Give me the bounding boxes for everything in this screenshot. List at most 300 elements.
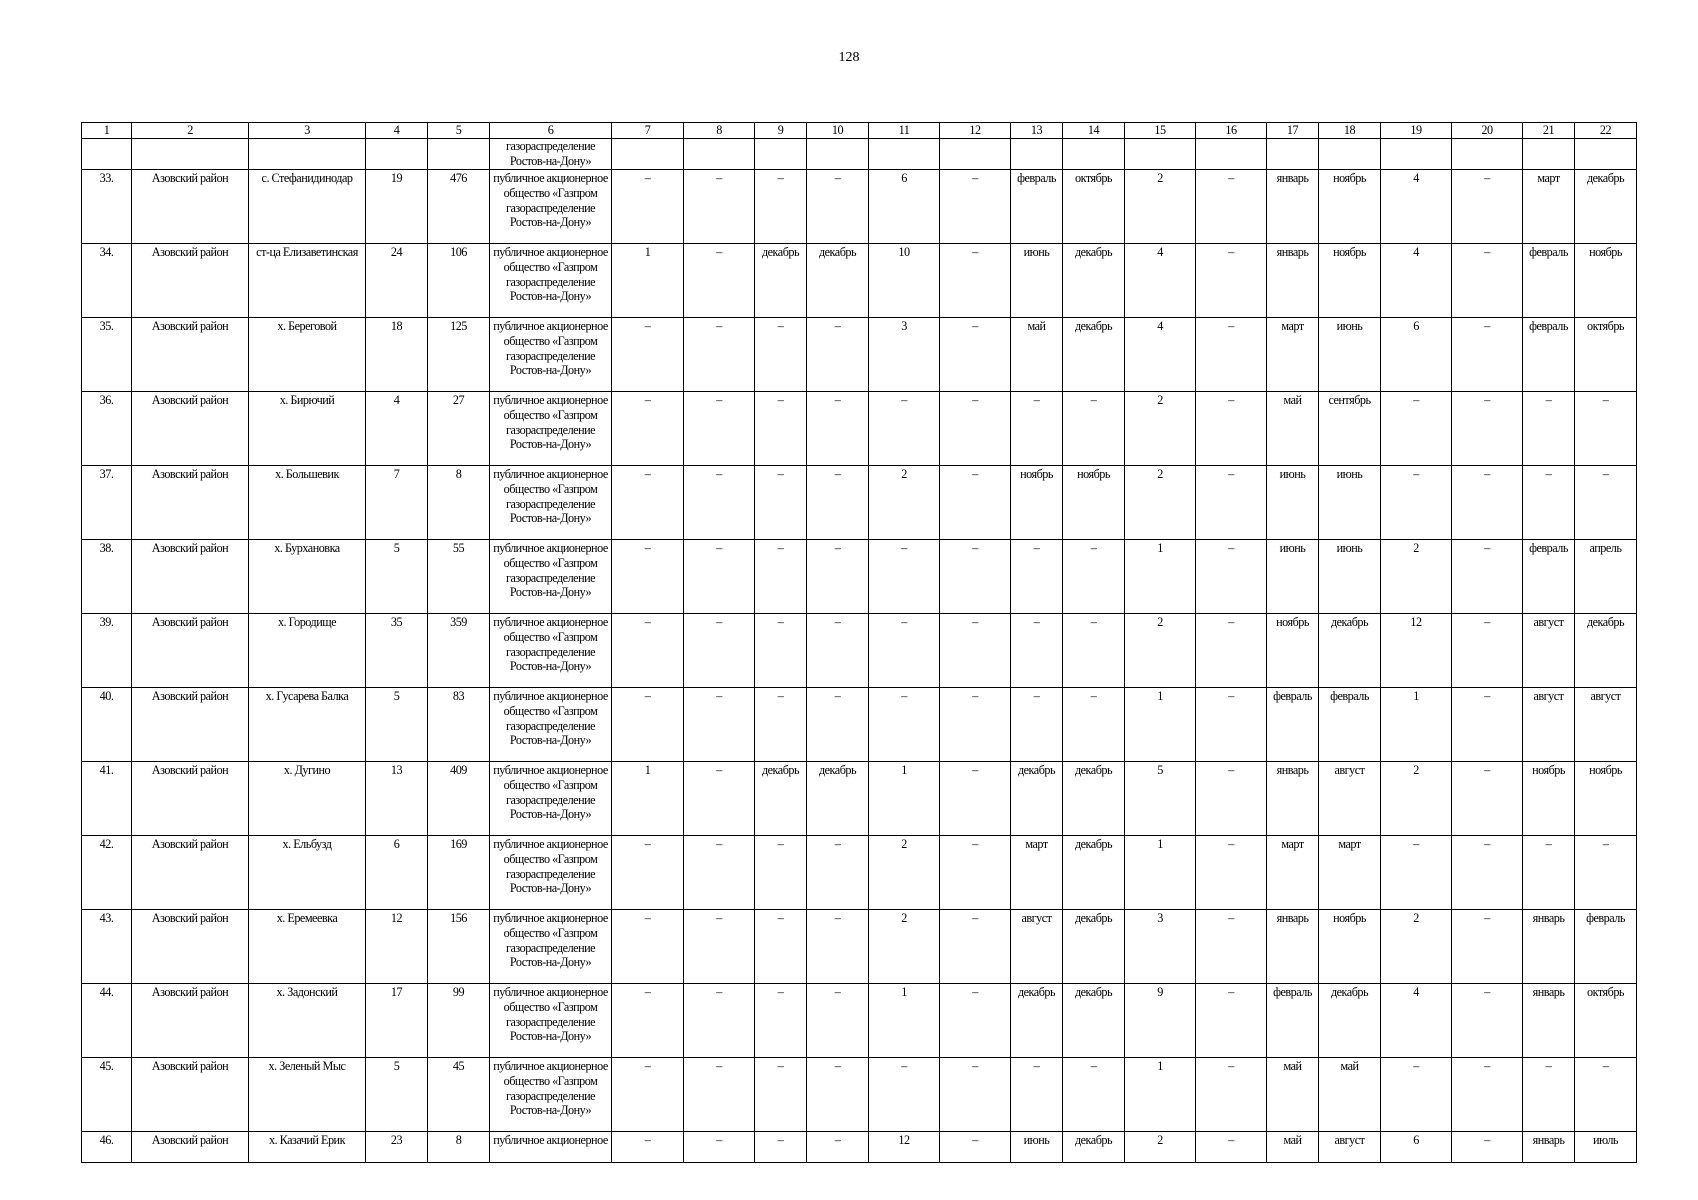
table-cell-col-3: ст-ца Елизаветинская — [249, 244, 366, 318]
table-cell-col-1: 44. — [82, 984, 132, 1058]
table-cell-col-12: – — [940, 614, 1011, 688]
table-cell-col-3: х. Гусарева Балка — [249, 688, 366, 762]
table-cell-col-21: – — [1523, 466, 1575, 540]
table-cell-col-19 — [1381, 139, 1452, 170]
table-cell-col-17: май — [1267, 1058, 1319, 1132]
column-number-header: 11 — [869, 123, 940, 139]
table-cell-col-10 — [807, 139, 869, 170]
table-cell-col-5: 45 — [428, 1058, 490, 1132]
table-cell-col-4: 5 — [366, 540, 428, 614]
table-cell-col-16: – — [1196, 762, 1267, 836]
column-number-header: 15 — [1125, 123, 1196, 139]
table-cell-col-17: ноябрь — [1267, 614, 1319, 688]
table-cell-col-19: 6 — [1381, 318, 1452, 392]
gas-schedule-table — [81, 122, 1637, 1163]
table-cell-col-20: – — [1452, 170, 1523, 244]
table-cell-col-10: – — [807, 910, 869, 984]
table-cell-col-12: – — [940, 244, 1011, 318]
table-cell-col-20: – — [1452, 540, 1523, 614]
table-cell-col-20: – — [1452, 836, 1523, 910]
table-cell-col-14: октябрь — [1063, 170, 1125, 244]
table-cell-col-3: х. Задонский — [249, 984, 366, 1058]
table-cell-col-17: январь — [1267, 762, 1319, 836]
table-cell-col-11: 1 — [869, 984, 940, 1058]
table-cell-col-1: 46. — [82, 1132, 132, 1163]
table-cell-col-11: – — [869, 1058, 940, 1132]
table-cell-col-8: – — [684, 910, 755, 984]
table-cell-col-1: 42. — [82, 836, 132, 910]
table-cell-col-6: публичное акционерное общество «Газпром газораспределение Ростов-на-Дону» — [490, 244, 612, 318]
table-cell-col-2: Азовский район — [132, 984, 249, 1058]
table-cell-col-8: – — [684, 318, 755, 392]
table-cell-col-4: 6 — [366, 836, 428, 910]
table-cell-col-18: июнь — [1319, 318, 1381, 392]
table-cell-col-13: – — [1011, 1058, 1063, 1132]
column-number-header: 20 — [1452, 123, 1523, 139]
table-cell-col-1: 37. — [82, 466, 132, 540]
table-cell-col-21: ноябрь — [1523, 762, 1575, 836]
table-row — [82, 910, 1637, 984]
table-cell-col-4: 18 — [366, 318, 428, 392]
table-cell-col-2: Азовский район — [132, 540, 249, 614]
table-cell-col-13: август — [1011, 910, 1063, 984]
column-number-header: 12 — [940, 123, 1011, 139]
table-cell-col-1: 35. — [82, 318, 132, 392]
table-cell-col-16: – — [1196, 614, 1267, 688]
table-cell-col-3: х. Береговой — [249, 318, 366, 392]
table-cell-col-9: декабрь — [755, 762, 807, 836]
table-cell-col-15: 2 — [1125, 1132, 1196, 1163]
table-cell-col-9: декабрь — [755, 244, 807, 318]
table-cell-col-10: декабрь — [807, 762, 869, 836]
table-cell-col-17: январь — [1267, 170, 1319, 244]
table-cell-col-16: – — [1196, 984, 1267, 1058]
table-cell-col-9: – — [755, 318, 807, 392]
column-number-header: 8 — [684, 123, 755, 139]
table-cell-col-1: 36. — [82, 392, 132, 466]
table-cell-col-9: – — [755, 688, 807, 762]
table-cell-col-18: август — [1319, 762, 1381, 836]
table-cell-col-16: – — [1196, 244, 1267, 318]
table-cell-col-5: 83 — [428, 688, 490, 762]
table-cell-col-14: декабрь — [1063, 984, 1125, 1058]
table-cell-col-10: – — [807, 1132, 869, 1163]
table-cell-col-2: Азовский район — [132, 244, 249, 318]
table-cell-col-13: – — [1011, 540, 1063, 614]
table-cell-col-19: 4 — [1381, 170, 1452, 244]
table-cell-col-14: декабрь — [1063, 244, 1125, 318]
table-cell-col-6: публичное акционерное общество «Газпром газораспределение Ростов-на-Дону» — [490, 540, 612, 614]
table-cell-col-4: 17 — [366, 984, 428, 1058]
table-cell-col-15: 2 — [1125, 170, 1196, 244]
table-cell-col-9: – — [755, 466, 807, 540]
table-cell-col-18: декабрь — [1319, 984, 1381, 1058]
table-cell-col-21: февраль — [1523, 244, 1575, 318]
table-row — [82, 466, 1637, 540]
table-cell-col-4: 4 — [366, 392, 428, 466]
table-cell-col-21 — [1523, 139, 1575, 170]
table-cell-col-19: 2 — [1381, 762, 1452, 836]
table-cell-col-18 — [1319, 139, 1381, 170]
table-cell-col-5: 106 — [428, 244, 490, 318]
table-cell-col-7: – — [612, 688, 684, 762]
table-cell-col-5: 156 — [428, 910, 490, 984]
table-cell-col-20: – — [1452, 1132, 1523, 1163]
table-cell-col-16: – — [1196, 392, 1267, 466]
table-cell-col-8: – — [684, 984, 755, 1058]
table-cell-col-22: ноябрь — [1575, 244, 1637, 318]
table-cell-col-9: – — [755, 1132, 807, 1163]
table-cell-col-11: 3 — [869, 318, 940, 392]
table-cell-col-3: х. Еремеевка — [249, 910, 366, 984]
table-cell-col-6: публичное акционерное общество «Газпром газораспределение Ростов-на-Дону» — [490, 466, 612, 540]
table-cell-col-12: – — [940, 318, 1011, 392]
table-cell-col-21: – — [1523, 392, 1575, 466]
table-cell-col-10: – — [807, 688, 869, 762]
table-cell-col-8: – — [684, 614, 755, 688]
table-cell-col-22: август — [1575, 688, 1637, 762]
table-cell-col-5: 8 — [428, 466, 490, 540]
table-cell-col-18: май — [1319, 1058, 1381, 1132]
table-cell-col-19: 6 — [1381, 1132, 1452, 1163]
table-cell-col-14: декабрь — [1063, 836, 1125, 910]
table-cell-col-17: февраль — [1267, 984, 1319, 1058]
table-cell-col-22: октябрь — [1575, 318, 1637, 392]
table-cell-col-13: март — [1011, 836, 1063, 910]
table-cell-col-14: – — [1063, 540, 1125, 614]
table-cell-col-6: публичное акционерное — [490, 1132, 612, 1163]
table-cell-col-22: – — [1575, 392, 1637, 466]
table-cell-col-6: публичное акционерное общество «Газпром газораспределение Ростов-на-Дону» — [490, 1058, 612, 1132]
table-cell-col-13: ноябрь — [1011, 466, 1063, 540]
table-cell-col-15: 2 — [1125, 466, 1196, 540]
table-cell-col-2: Азовский район — [132, 762, 249, 836]
table-cell-col-1: 33. — [82, 170, 132, 244]
table-cell-col-22: апрель — [1575, 540, 1637, 614]
table-cell-col-7: – — [612, 540, 684, 614]
table-cell-col-9: – — [755, 1058, 807, 1132]
column-number-header: 6 — [490, 123, 612, 139]
table-cell-col-7: – — [612, 170, 684, 244]
table-cell-col-13: декабрь — [1011, 984, 1063, 1058]
table-row — [82, 1132, 1637, 1163]
column-number-header: 16 — [1196, 123, 1267, 139]
table-cell-col-8: – — [684, 836, 755, 910]
table-cell-col-12: – — [940, 392, 1011, 466]
table-cell-col-17: май — [1267, 1132, 1319, 1163]
table-cell-col-12: – — [940, 540, 1011, 614]
table-cell-col-1: 43. — [82, 910, 132, 984]
table-cell-col-12 — [940, 139, 1011, 170]
table-row — [82, 318, 1637, 392]
table-cell-col-17: февраль — [1267, 688, 1319, 762]
table-cell-col-5: 409 — [428, 762, 490, 836]
table-cell-col-19: 2 — [1381, 540, 1452, 614]
table-cell-col-2: Азовский район — [132, 318, 249, 392]
column-number-header: 21 — [1523, 123, 1575, 139]
table-cell-col-17: июнь — [1267, 466, 1319, 540]
table-cell-col-3: х. Зеленый Мыс — [249, 1058, 366, 1132]
table-row — [82, 170, 1637, 244]
table-cell-col-13: – — [1011, 614, 1063, 688]
table-cell-col-14: декабрь — [1063, 762, 1125, 836]
table-cell-col-17: март — [1267, 836, 1319, 910]
table-cell-col-2: Азовский район — [132, 392, 249, 466]
table-cell-col-18: ноябрь — [1319, 244, 1381, 318]
table-cell-col-11: 1 — [869, 762, 940, 836]
table-cell-col-20: – — [1452, 910, 1523, 984]
table-cell-col-2: Азовский район — [132, 1058, 249, 1132]
table-cell-col-1: 39. — [82, 614, 132, 688]
table-cell-col-13: июнь — [1011, 1132, 1063, 1163]
table-cell-col-10: – — [807, 170, 869, 244]
column-number-header: 18 — [1319, 123, 1381, 139]
table-cell-col-8: – — [684, 466, 755, 540]
column-number-header: 10 — [807, 123, 869, 139]
table-cell-col-13 — [1011, 139, 1063, 170]
table-cell-col-8 — [684, 139, 755, 170]
table-cell-col-10: – — [807, 836, 869, 910]
table-cell-col-21: январь — [1523, 984, 1575, 1058]
table-cell-col-22: декабрь — [1575, 614, 1637, 688]
table-cell-col-22: – — [1575, 466, 1637, 540]
table-cell-col-13: июнь — [1011, 244, 1063, 318]
table-cell-col-11: – — [869, 392, 940, 466]
table-cell-col-12: – — [940, 688, 1011, 762]
column-number-header: 17 — [1267, 123, 1319, 139]
column-number-header: 3 — [249, 123, 366, 139]
table-cell-col-18: июнь — [1319, 466, 1381, 540]
table-cell-col-3: с. Стефанидинодар — [249, 170, 366, 244]
table-row — [82, 984, 1637, 1058]
table-cell-col-22 — [1575, 139, 1637, 170]
table-cell-col-20: – — [1452, 984, 1523, 1058]
table-cell-col-20: – — [1452, 318, 1523, 392]
table-cell-col-6: публичное акционерное общество «Газпром газораспределение Ростов-на-Дону» — [490, 392, 612, 466]
table-cell-col-7: – — [612, 910, 684, 984]
table-cell-col-10: – — [807, 1058, 869, 1132]
table-cell-col-8: – — [684, 762, 755, 836]
table-cell-col-19: 12 — [1381, 614, 1452, 688]
table-cell-col-16: – — [1196, 1058, 1267, 1132]
table-cell-col-1: 34. — [82, 244, 132, 318]
table-cell-col-6: публичное акционерное общество «Газпром газораспределение Ростов-на-Дону» — [490, 170, 612, 244]
table-cell-col-15: 1 — [1125, 540, 1196, 614]
table-cell-col-9: – — [755, 540, 807, 614]
table-cell-col-7: – — [612, 392, 684, 466]
table-cell-col-2: Азовский район — [132, 1132, 249, 1163]
table-cell-col-1: 41. — [82, 762, 132, 836]
table-cell-col-11 — [869, 139, 940, 170]
table-cell-col-21: август — [1523, 688, 1575, 762]
table-cell-col-22: ноябрь — [1575, 762, 1637, 836]
table-cell-col-22: – — [1575, 1058, 1637, 1132]
table-cell-col-20: – — [1452, 1058, 1523, 1132]
table-cell-col-1: 38. — [82, 540, 132, 614]
table-cell-col-12: – — [940, 762, 1011, 836]
table-cell-col-21: февраль — [1523, 318, 1575, 392]
table-cell-col-19: 4 — [1381, 984, 1452, 1058]
table-cell-col-7 — [612, 139, 684, 170]
table-cell-col-12: – — [940, 1058, 1011, 1132]
table-cell-col-4: 12 — [366, 910, 428, 984]
table-cell-col-15: 4 — [1125, 318, 1196, 392]
column-number-header: 14 — [1063, 123, 1125, 139]
table-cell-col-10: декабрь — [807, 244, 869, 318]
table-cell-col-8: – — [684, 540, 755, 614]
column-number-header: 13 — [1011, 123, 1063, 139]
table-cell-col-16: – — [1196, 466, 1267, 540]
table-cell-col-13: февраль — [1011, 170, 1063, 244]
table-row — [82, 836, 1637, 910]
table-cell-col-7: – — [612, 614, 684, 688]
table-cell-col-20: – — [1452, 688, 1523, 762]
table-cell-col-9: – — [755, 984, 807, 1058]
table-cell-col-4: 13 — [366, 762, 428, 836]
table-cell-col-11: 2 — [869, 836, 940, 910]
table-cell-col-20: – — [1452, 392, 1523, 466]
table-cell-col-21: январь — [1523, 910, 1575, 984]
table-cell-col-11: 12 — [869, 1132, 940, 1163]
table-cell-col-18: ноябрь — [1319, 910, 1381, 984]
table-cell-col-14: декабрь — [1063, 318, 1125, 392]
table-cell-col-21: март — [1523, 170, 1575, 244]
table-cell-col-14 — [1063, 139, 1125, 170]
table-cell-col-4: 5 — [366, 1058, 428, 1132]
table-cell-col-9: – — [755, 836, 807, 910]
table-cell-col-6: публичное акционерное общество «Газпром газораспределение Ростов-на-Дону» — [490, 318, 612, 392]
table-cell-col-5: 27 — [428, 392, 490, 466]
table-cell-col-5: 476 — [428, 170, 490, 244]
column-number-header: 1 — [82, 123, 132, 139]
continuation-row — [82, 139, 1637, 170]
table-cell-col-20: – — [1452, 762, 1523, 836]
table-cell-col-6: газораспределение Ростов-на-Дону» — [490, 139, 612, 170]
table-cell-col-5: 359 — [428, 614, 490, 688]
table-cell-col-17: март — [1267, 318, 1319, 392]
table-cell-col-3 — [249, 139, 366, 170]
table-cell-col-1: 45. — [82, 1058, 132, 1132]
table-cell-col-4: 7 — [366, 466, 428, 540]
table-cell-col-16 — [1196, 139, 1267, 170]
table-cell-col-9: – — [755, 910, 807, 984]
table-cell-col-14: – — [1063, 688, 1125, 762]
table-cell-col-18: ноябрь — [1319, 170, 1381, 244]
table-cell-col-22: декабрь — [1575, 170, 1637, 244]
table-cell-col-18: июнь — [1319, 540, 1381, 614]
table-cell-col-3: х. Бурхановка — [249, 540, 366, 614]
table-cell-col-11: 6 — [869, 170, 940, 244]
table-cell-col-18: февраль — [1319, 688, 1381, 762]
table-cell-col-12: – — [940, 836, 1011, 910]
table-cell-col-15: 1 — [1125, 688, 1196, 762]
table-cell-col-12: – — [940, 466, 1011, 540]
table-cell-col-7: – — [612, 1058, 684, 1132]
table-cell-col-5 — [428, 139, 490, 170]
table-cell-col-15: 2 — [1125, 392, 1196, 466]
table-cell-col-7: – — [612, 836, 684, 910]
table-cell-col-14: декабрь — [1063, 910, 1125, 984]
table-cell-col-7: 1 — [612, 244, 684, 318]
table-cell-col-19: – — [1381, 836, 1452, 910]
table-cell-col-18: март — [1319, 836, 1381, 910]
table-cell-col-5: 169 — [428, 836, 490, 910]
table-cell-col-21: январь — [1523, 1132, 1575, 1163]
table-cell-col-10: – — [807, 984, 869, 1058]
table-cell-col-8: – — [684, 170, 755, 244]
table-cell-col-15: 3 — [1125, 910, 1196, 984]
table-cell-col-22: июль — [1575, 1132, 1637, 1163]
table-row — [82, 1058, 1637, 1132]
table-cell-col-17: январь — [1267, 910, 1319, 984]
table-cell-col-8: – — [684, 392, 755, 466]
table-cell-col-7: – — [612, 984, 684, 1058]
table-cell-col-18: август — [1319, 1132, 1381, 1163]
table-cell-col-19: 2 — [1381, 910, 1452, 984]
table-row — [82, 688, 1637, 762]
table-cell-col-8: – — [684, 244, 755, 318]
table-cell-col-5: 8 — [428, 1132, 490, 1163]
table-cell-col-6: публичное акционерное общество «Газпром газораспределение Ростов-на-Дону» — [490, 762, 612, 836]
table-cell-col-12: – — [940, 170, 1011, 244]
table-cell-col-15: 9 — [1125, 984, 1196, 1058]
table-cell-col-10: – — [807, 540, 869, 614]
table-cell-col-4: 5 — [366, 688, 428, 762]
table-cell-col-8: – — [684, 1058, 755, 1132]
table-cell-col-11: – — [869, 540, 940, 614]
table-cell-col-15: 1 — [1125, 836, 1196, 910]
table-cell-col-20: – — [1452, 466, 1523, 540]
table-cell-col-7: – — [612, 1132, 684, 1163]
table-cell-col-18: декабрь — [1319, 614, 1381, 688]
table-cell-col-2 — [132, 139, 249, 170]
table-cell-col-7: 1 — [612, 762, 684, 836]
table-cell-col-2: Азовский район — [132, 688, 249, 762]
table-cell-col-4 — [366, 139, 428, 170]
table-cell-col-16: – — [1196, 170, 1267, 244]
table-cell-col-11: 2 — [869, 910, 940, 984]
table-cell-col-16: – — [1196, 318, 1267, 392]
table-cell-col-6: публичное акционерное общество «Газпром газораспределение Ростов-на-Дону» — [490, 614, 612, 688]
table-cell-col-10: – — [807, 318, 869, 392]
table-cell-col-3: х. Бирючий — [249, 392, 366, 466]
table-cell-col-2: Азовский район — [132, 466, 249, 540]
table-cell-col-4: 19 — [366, 170, 428, 244]
column-number-header: 2 — [132, 123, 249, 139]
table-cell-col-21: – — [1523, 836, 1575, 910]
table-cell-col-6: публичное акционерное общество «Газпром газораспределение Ростов-на-Дону» — [490, 688, 612, 762]
table-cell-col-1 — [82, 139, 132, 170]
table-cell-col-2: Азовский район — [132, 614, 249, 688]
table-cell-col-9: – — [755, 614, 807, 688]
table-cell-col-7: – — [612, 318, 684, 392]
table-cell-col-16: – — [1196, 688, 1267, 762]
table-row — [82, 392, 1637, 466]
table-cell-col-10: – — [807, 466, 869, 540]
table-cell-col-13: декабрь — [1011, 762, 1063, 836]
table-cell-col-16: – — [1196, 540, 1267, 614]
table-cell-col-3: х. Казачий Ерик — [249, 1132, 366, 1163]
table-cell-col-10: – — [807, 392, 869, 466]
table-cell-col-3: х. Большевик — [249, 466, 366, 540]
table-cell-col-22: февраль — [1575, 910, 1637, 984]
table-cell-col-4: 35 — [366, 614, 428, 688]
table-cell-col-14: – — [1063, 614, 1125, 688]
table-cell-col-9 — [755, 139, 807, 170]
column-number-row — [82, 123, 1637, 139]
page-number: 128 — [838, 50, 860, 65]
table-cell-col-14: декабрь — [1063, 1132, 1125, 1163]
